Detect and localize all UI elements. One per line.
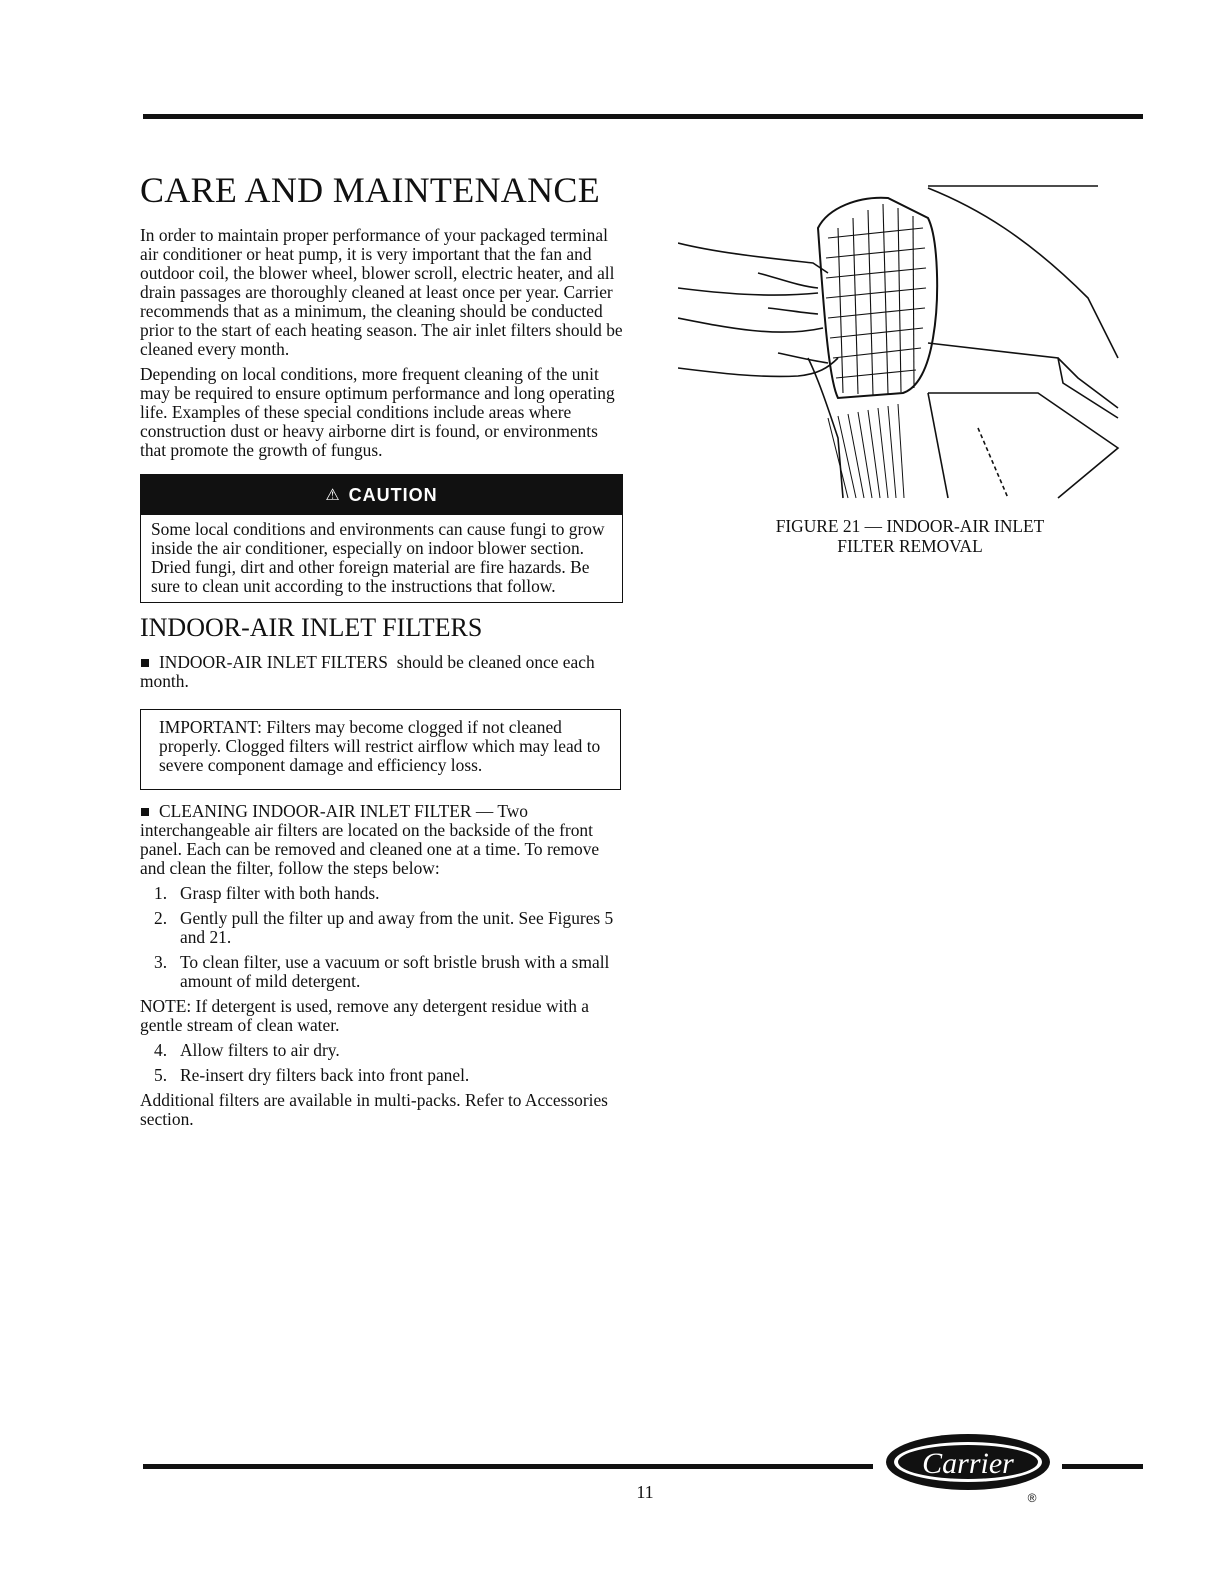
bottom-rule-right	[1062, 1464, 1143, 1469]
figure-caption	[700, 516, 1120, 556]
bullet-square-icon	[141, 659, 149, 667]
caution-header	[141, 475, 622, 515]
important-box: IMPORTANT: Filters may become clogged if not cleaned properly. Clogged filters will restrict airflow which may lead to severe component damage and efficiency loss.	[140, 709, 621, 790]
list-item: 3. To clean filter, use a vacuum or soft bristle brush with a small amount of mild detergent.	[154, 952, 610, 991]
steps-list-a	[140, 884, 625, 991]
list-item: 5. Re-insert dry filters back into front panel.	[154, 1065, 470, 1085]
bullet-square-icon	[141, 808, 149, 816]
warning-triangle-icon: ⚠	[325, 487, 341, 504]
detergent-note: NOTE: If detergent is used, remove any detergent residue with a gentle stream of clean water.	[140, 996, 589, 1035]
intro-paragraph-2: Depending on local conditions, more frequent cleaning of the unit may be required to ensure optimum performance and long operating life. Examples of these special conditions include areas where construction dust or heavy airborne dirt is found, or environments that promote the growth of fungus.	[140, 364, 615, 460]
filter-removal-illustration	[678, 178, 1148, 508]
list-item: 2. Gently pull the filter up and away from the unit. See Figures 5 and 21.	[154, 908, 614, 947]
steps-list-b	[140, 1041, 625, 1085]
top-rule	[143, 114, 1143, 119]
caution-label: CAUTION	[348, 484, 438, 505]
caution-box	[140, 474, 623, 603]
main-column	[140, 168, 625, 1135]
bottom-rule-left	[143, 1464, 873, 1469]
figure-caption-line-1: FIGURE 21 — INDOOR-AIR INLET	[775, 516, 1045, 536]
bullet-lead-text: CLEANING INDOOR-AIR INLET FILTER	[159, 801, 472, 821]
carrier-logo	[882, 1428, 1062, 1508]
registered-mark: ®	[1027, 1491, 1037, 1505]
bullet-cleaning-filter	[140, 802, 625, 878]
section-heading: INDOOR-AIR INLET FILTERS	[140, 613, 483, 642]
bullet-body-text: — Two interchangeable air filters are located on the backside of the front panel. Each can be removed and cleaned one at a time. To remove and clean the filter, follow the steps below:	[140, 801, 600, 878]
figure-caption-line-2: FILTER REMOVAL	[837, 536, 983, 556]
list-item: 1. Grasp filter with both hands.	[154, 883, 380, 903]
caution-text: Some local conditions and environments can cause fungi to grow inside the air conditioner, especially on indoor blower section. Dried fungi, dirt and other foreign material are fire hazards. Be sure to clean unit according to the instructions that follow.	[151, 519, 605, 596]
bullet-filters-schedule	[140, 653, 625, 691]
page-number: 11	[636, 1482, 654, 1502]
accessories-note: Additional filters are available in multi-packs. Refer to Accessories section.	[140, 1090, 608, 1129]
intro-paragraph-1: In order to maintain proper performance of your packaged terminal air conditioner or heat pump, it is very important that the fan and outdoor coil, the blower wheel, blower scroll, electric heater, and all drain passages are thoroughly cleaned at least once per year. Carrier recommends that as a minimum, the cleaning should be conducted prior to the start of each heating season. The air inlet filters should be cleaned every month.	[140, 225, 623, 359]
bullet-body-text: should be cleaned once each month.	[140, 652, 595, 691]
list-item: 4. Allow filters to air dry.	[154, 1040, 340, 1060]
page-title: CARE AND MAINTENANCE	[140, 170, 600, 210]
logo-text: Carrier	[922, 1447, 1014, 1480]
bullet-lead-text: INDOOR-AIR INLET FILTERS	[159, 652, 388, 672]
